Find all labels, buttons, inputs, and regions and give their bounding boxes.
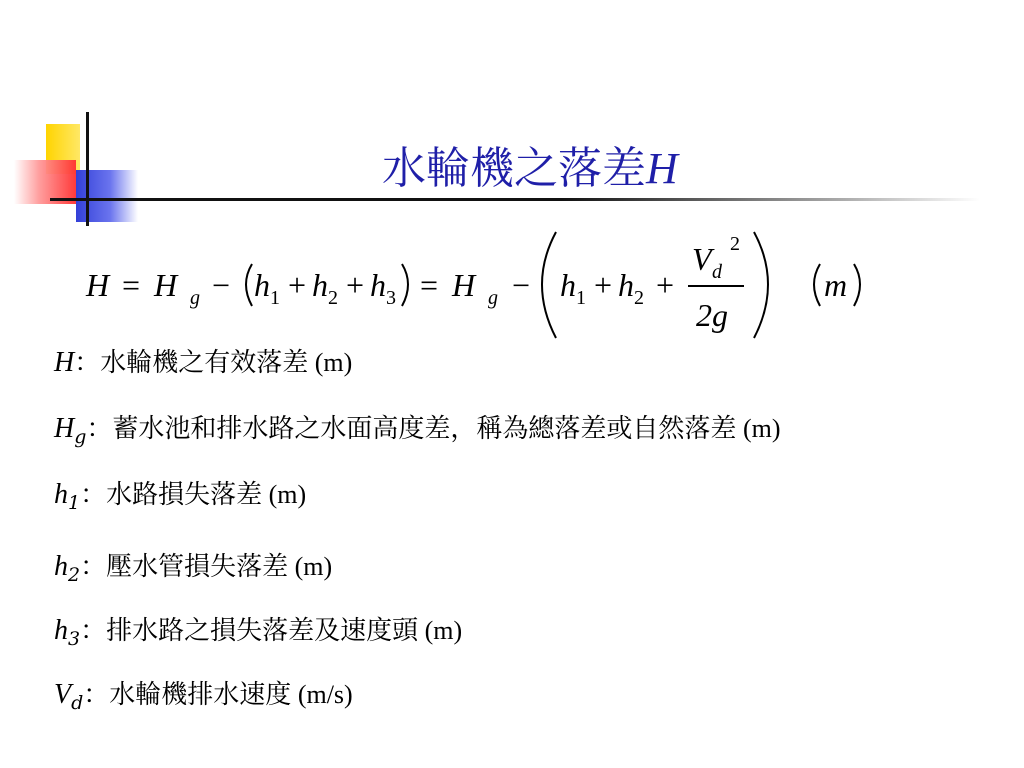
title-text: 水輪機之落差 xyxy=(382,143,646,194)
eq-h2b: h xyxy=(618,267,634,303)
eq-s2b: 2 xyxy=(634,287,644,309)
def-colon: ： xyxy=(80,552,107,582)
eq-minus-2: − xyxy=(512,267,531,303)
eq-V: V xyxy=(692,241,712,277)
eq-s3a: 3 xyxy=(386,287,396,309)
definition-item xyxy=(54,414,780,452)
definition-item xyxy=(54,348,352,386)
eq-2g: 2g xyxy=(696,297,728,333)
eq-unit-paren-close xyxy=(854,264,860,306)
eq-Hg-2: H xyxy=(452,267,476,303)
title-underline xyxy=(50,198,980,201)
def-description: 水輪機排水速度 xyxy=(109,680,292,710)
def-subscript: 2 xyxy=(68,564,81,586)
def-unit: (m/s) xyxy=(291,680,353,709)
eq-H: H xyxy=(86,267,110,303)
eq-s1b: 1 xyxy=(576,287,586,309)
def-unit: (m) xyxy=(262,480,307,509)
decor-vertical-line xyxy=(86,112,89,226)
def-symbol: H xyxy=(54,347,75,378)
def-unit: (m) xyxy=(418,616,463,645)
def-symbol: V xyxy=(54,679,72,710)
eq-g-1: g xyxy=(190,287,200,309)
def-unit: (m) xyxy=(288,552,333,581)
def-colon: ： xyxy=(80,480,107,510)
eq-h2a: h xyxy=(312,267,328,303)
equation xyxy=(56,226,916,346)
def-subscript: 1 xyxy=(68,492,81,514)
eq-s1a: 1 xyxy=(270,287,280,309)
eq-h3a: h xyxy=(370,267,386,303)
def-unit: (m) xyxy=(308,348,353,377)
eq-equals-1: = xyxy=(122,267,141,303)
def-description: 水輪機之有效落差 xyxy=(100,348,309,378)
eq-plus-3: + xyxy=(594,267,613,303)
definition-item xyxy=(54,480,306,518)
slide-title xyxy=(382,132,678,196)
def-colon: ： xyxy=(83,680,110,710)
eq-minus-1: − xyxy=(212,267,231,303)
def-description: 蓄水池和排水路之水面高度差，稱為總落差或自然落差 xyxy=(112,414,737,444)
eq-s2a: 2 xyxy=(328,287,338,309)
eq-unit-m: m xyxy=(824,267,848,303)
def-symbol: H xyxy=(54,413,75,444)
eq-equals-2: = xyxy=(420,267,439,303)
eq-g-2: g xyxy=(488,287,498,309)
def-unit: (m) xyxy=(736,414,781,443)
eq-paren-open-1 xyxy=(246,264,252,306)
eq-unit-paren-open xyxy=(814,264,820,306)
def-description: 排水路之損失落差及速度頭 xyxy=(106,616,419,646)
def-symbol: h xyxy=(54,479,68,510)
eq-square: 2 xyxy=(730,233,740,255)
definition-item xyxy=(54,616,462,654)
eq-d: d xyxy=(712,261,722,283)
eq-Hg-1: H xyxy=(154,267,178,303)
eq-plus-4: + xyxy=(656,267,675,303)
eq-h1b: h xyxy=(560,267,576,303)
definition-item xyxy=(54,552,332,590)
def-subscript: d xyxy=(71,692,84,714)
eq-h1a: h xyxy=(254,267,270,303)
def-subscript: g xyxy=(74,426,87,448)
def-symbol: h xyxy=(54,615,68,646)
eq-plus-1: + xyxy=(288,267,307,303)
eq-paren-close-2 xyxy=(754,232,768,338)
eq-paren-close-1 xyxy=(402,264,408,306)
def-description: 水路損失落差 xyxy=(106,480,263,510)
def-colon: ： xyxy=(80,616,107,646)
def-colon: ： xyxy=(74,348,101,378)
def-colon: ： xyxy=(86,414,113,444)
title-symbol: H xyxy=(646,144,678,193)
def-description: 壓水管損失落差 xyxy=(106,552,289,582)
definition-item xyxy=(54,680,353,718)
eq-paren-open-2 xyxy=(542,232,556,338)
eq-plus-2: + xyxy=(346,267,365,303)
def-symbol: h xyxy=(54,551,68,582)
def-subscript: 3 xyxy=(68,628,81,650)
